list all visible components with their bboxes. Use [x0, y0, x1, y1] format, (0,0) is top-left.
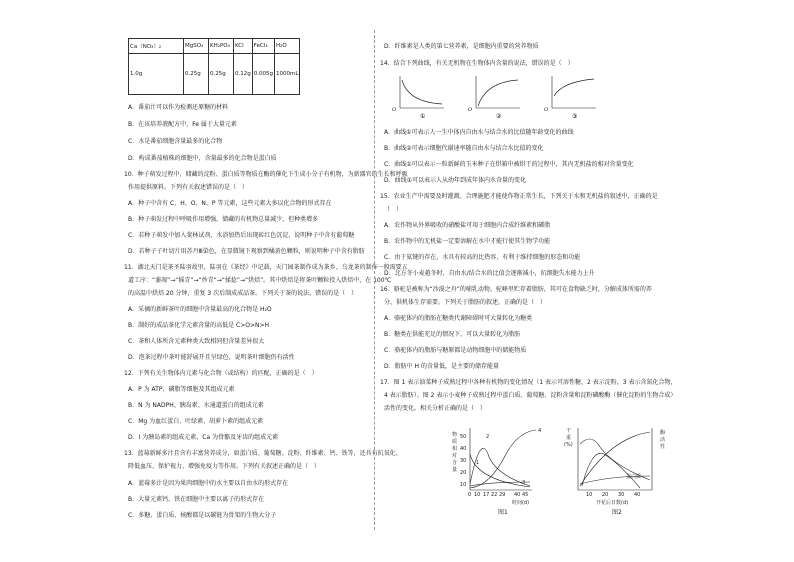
table-cell: 0.12g [234, 54, 253, 95]
right-line: A．骆驼体内的脂肪在糖类代谢障碍时可大量转化为糖类 [384, 315, 533, 322]
x-tick-label: 20 [602, 492, 609, 498]
y-tick-label: 20 [460, 470, 467, 476]
x-tick-label: 22 [491, 492, 498, 498]
table-cell: 0.25g [209, 54, 234, 95]
curve-line [554, 79, 594, 96]
y-label-char: 含 [452, 460, 458, 466]
axis-origin: O [468, 107, 473, 113]
y-right-label-char: 性 [660, 444, 666, 450]
left-line: C．水是番茄细胞含量最多的化合物 [128, 138, 223, 145]
question-10-stem: 10．种子萌发过程中，储藏的淀粉、蛋白质等物质在酶的催化下生成小分子有机物，为新器官的生长和呼吸 [124, 171, 408, 178]
y-right-label-char: 酶 [660, 430, 666, 436]
y-tick-label: 30 [460, 458, 467, 464]
figure-caption: 图2 [612, 509, 622, 516]
y-label-char: (%) [564, 442, 573, 448]
curve-label: ② [496, 113, 502, 120]
left-line: D．构成番茄植株的细胞中，含量最多的化合物是蛋白质 [128, 155, 277, 162]
right-line: B．曲线②可表示细胞代谢速率随自由水与结合水比值的变化 [384, 145, 544, 152]
y-right-label-char: 活 [660, 437, 666, 443]
table-header-row [129, 39, 300, 54]
question-15-stem: 15．农业生产中需要及时灌溉、合理施肥才能使作物正常生长，下列关于水和无机盐的叙述中，正确的是 [380, 193, 658, 200]
axis-origin: O [544, 107, 549, 113]
y-label-char: 干 [566, 428, 572, 434]
left-line: C．多糖、蛋白质、核酸都是以碳链为骨架的生物大分子 [128, 512, 277, 519]
curve-label: ① [420, 113, 426, 120]
x-tick-label: 40 [514, 492, 521, 498]
right-top-line: D．纤维素是人类的第七营养素，是细胞内重要的营养物质 [384, 43, 539, 50]
right-line: D．曲线①可以表示人从幼年到成年体内水含量的变化 [384, 177, 527, 184]
left-line: C．茶和人体所含元素种类大致相同但含量差异很大 [128, 338, 265, 345]
x-axis-label: 时间(d) [512, 500, 530, 506]
y-tick-label: 10 [460, 482, 467, 488]
left-line: A．种子中含有 C、H、O、N、P 等元素，这些元素大多以化合物的形式存在 [128, 200, 332, 207]
right-line: 4 表示脂肪）。图 2 表示小麦种子成熟过程中蛋白质、葡萄糖、淀粉含量和淀粉磷酸酶（催化淀粉的生物合成） [384, 392, 677, 399]
y-label-char: 重 [566, 435, 572, 441]
left-line: B．在该培养液配方中，Fe 属于大量元素 [128, 121, 237, 128]
question-16-stem: 16．骆驼是被称为“沙漠之舟”的哺乳动物。驼峰里贮存着脂肪，其可在食物缺乏时，分解成体所需的养 [380, 286, 652, 293]
series-label: 蛋白质 [626, 474, 642, 480]
x-tick-label: 29 [499, 492, 506, 498]
left-line: 道工序：“萎凋”→“摇青”→“炒青”→“揉捻”→“烘焙”。其中烘焙是将茶叶颗粒投入烘焙中，在 100℃ [128, 277, 392, 284]
right-line: A．农作物从外界吸收的硝酸盐可用于细胞内合成纤维素和磷脂 [384, 222, 551, 229]
question-12-stem: 12．下列有关生物体内元素与化合物（或结构）的匹配，正确的是（ ） [124, 370, 318, 377]
curve-label: 3 [522, 480, 526, 486]
column-divider [374, 30, 375, 530]
left-line: A．采摘的新鲜茶叶的细胞中含量最高的化合物是 H₂O [128, 306, 272, 313]
right-line: C．由于氨键的存在，水具有较高的比热容，有利于维持细胞的形态和功能 [384, 254, 581, 261]
x-tick-label: 40 [634, 492, 641, 498]
left-line: D．若种子子叶切片用苏丹Ⅲ染色，在显微镜下观察到橘黄色颗粒，则说明种子中含有脂肪 [128, 248, 365, 255]
right-line: 活性的变化。相关分析正确的是（ ） [384, 405, 487, 412]
question-11-stem: 11．湖北天门是茶圣陆羽故里，陆羽在《茶经》中记载，天门园茶制作成为茶乡。乌龙茶的制作一般需要五 [124, 264, 408, 271]
x-axis-label: 开花后日数(d) [596, 500, 629, 506]
right-line: B．糖类在供能充足的情况下，可以大量转化为脂肪 [384, 331, 521, 338]
left-line: B．N 为 NADPH、胰岛素、水通道蛋白的组成元素 [128, 402, 264, 409]
left-line: B．制好的成品茶化学元素含量的高低是 C>O>N>H [128, 322, 270, 329]
curve-panel-3 [544, 76, 596, 120]
y-label-char: 相 [452, 446, 458, 452]
left-line: D．I 为胰岛素的组成元素，Ca 为骨骼及牙齿的组成元素 [128, 434, 279, 441]
axis-origin: O [392, 107, 397, 113]
figure-2 [560, 424, 674, 516]
curve-panel-1 [392, 76, 444, 120]
curve-fat [470, 430, 536, 488]
table-cell: 1.0g [129, 54, 184, 95]
x-tick-label: 17 [483, 492, 490, 498]
curve-label: ③ [572, 113, 578, 120]
table-header: Ca（NO₃）₂ [129, 39, 184, 54]
left-line: C．Mg 为血红蛋白、叶绿素、胡萝卜素的组成元素 [128, 418, 264, 425]
table-cell: 0.005g [252, 54, 274, 95]
y-label-char: 质 [452, 439, 458, 445]
right-line: B．农作物中的无机盐一定要溶解在水中才能行使其生物学功能 [384, 238, 551, 245]
curve-line [402, 80, 442, 104]
table-cell: 0.25g [184, 54, 209, 95]
left-line: 的高温中烘焙 20 分钟，重复 3 次后制成成品茶。下列关于茶的说法，错误的是（ ） [128, 290, 358, 297]
left-line: C．若种子萌发中加入斐林试剂，水浴加热后出现砖红色沉淀，说明种子中含有葡萄糖 [128, 232, 355, 239]
right-line: 分，供机体生存需要。下列关于脂肪的叙述，正确的是（ ） [384, 299, 547, 306]
curve-label: 1 [476, 460, 480, 466]
left-line: A．蓝莓多汁是因为果肉细胞中的水主要以自由水的形式存在 [128, 480, 289, 487]
left-line: D．泡茶过程中茶叶能舒展开且呈绿色，说明茶叶细胞仍有活性 [128, 354, 295, 361]
y-label-char: 对 [452, 453, 458, 459]
left-line: B．种子萌发过程中呼吸作用增强，储藏的有机物总量减少，但种类增多 [128, 216, 319, 223]
y-label-char: 量 [452, 467, 458, 473]
y-tick-label: 40 [460, 446, 467, 452]
question-13-stem: 13．蓝莓新鲜多汁且含有丰富营养成分，如蛋白质、葡萄糖、淀粉、纤维素、钙、铁等，还具有抗氧化、 [124, 450, 402, 457]
table-row [129, 54, 300, 95]
figure-1 [450, 424, 554, 516]
table-cell: 1000mL [275, 54, 300, 95]
right-line: C．骆驼体内的脂肪与糖原都是动物细胞中的储能物质 [384, 347, 527, 354]
left-line: 作用提供原料。下列有关叙述错误的是（ ） [128, 184, 249, 191]
table-header: KCl [234, 39, 253, 54]
x-tick-label: 0 [468, 492, 472, 498]
left-line: A．番茄汁可以作为检测还原糖的材料 [128, 104, 229, 111]
curve-label: 2 [486, 434, 490, 440]
curve-label: 4 [538, 428, 542, 434]
curve-line [478, 80, 518, 106]
figure-caption: 图1 [498, 509, 508, 516]
right-line: A．曲线①可表示人一生中体内自由水与结合水的比值随年龄变化的曲线 [384, 129, 574, 136]
question-17-stem: 17．图 1 表示油菜种子成熟过程中各种有机物的变化情况（1 表示可溶性糖，2 表示淀粉，3 表示含氮化合物， [380, 379, 677, 386]
curve-panel-2 [468, 76, 520, 120]
x-tick-label: 10 [586, 492, 593, 498]
right-line: （ ） [384, 206, 403, 213]
right-line: D．脂肪中 H 的含量低，是主要的储存能量 [384, 363, 499, 370]
right-line: D．北方冬小麦越冬时，自由水/结合水的比值会逐渐减小，抗细胞失水能力上升 [384, 270, 595, 277]
right-line: C．曲线①可以表示一粒新鲜的玉米种子在烘箱中被烘干的过程中，其内无机盐的相对含量变化 [384, 161, 634, 168]
curve-figure [386, 74, 626, 120]
nutrient-table [128, 38, 300, 95]
left-line: 降低血压、保护视力、增强免疫力等作用。下列有关叙述正确的是（ ） [128, 463, 321, 470]
left-line: A．P 为 ATP、磷脂等细胞及其组成元素 [128, 386, 235, 393]
question-14-stem: 14．结合下列曲线，有关无机物在生物体内含量的说法，错误的是（ ） [380, 60, 574, 67]
x-tick-label: 30 [618, 492, 625, 498]
table-header: MgSO₄ [184, 39, 209, 54]
table-header: FeCl₃ [252, 39, 274, 54]
table-header: H₂O [275, 39, 300, 54]
y-label-char: 物 [452, 432, 458, 438]
table-header: KH₂PO₄ [209, 39, 234, 54]
left-line: B．大量元素钙、铁在细胞中主要以离子的形式存在 [128, 496, 265, 503]
x-tick-label: 45 [522, 492, 529, 498]
x-tick-label: 10 [474, 492, 481, 498]
y-tick-label: 50 [460, 434, 467, 440]
